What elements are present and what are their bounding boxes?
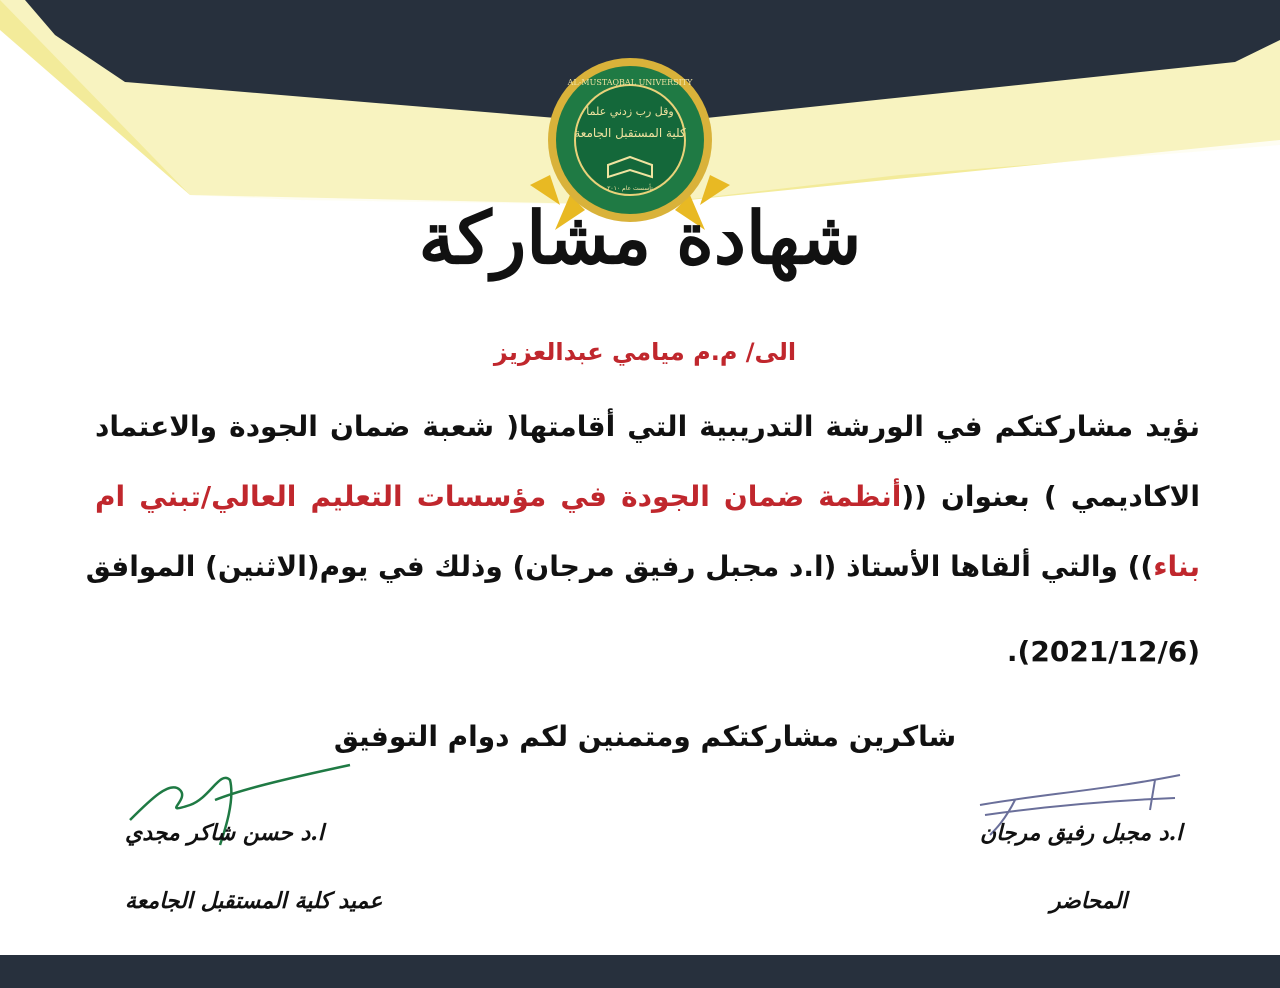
svg-text:AL-MUSTAQBAL UNIVERSITY: AL-MUSTAQBAL UNIVERSITY xyxy=(567,78,693,87)
dean-title: عميد كلية المستقبل الجامعة xyxy=(125,888,383,914)
body-line-1: نؤيد مشاركتكم في الورشة التدريبية التي أقامتها( شعبة ضمان الجودة والاعتماد xyxy=(95,410,1200,443)
svg-text:كلية المستقبل الجامعة: كلية المستقبل الجامعة xyxy=(574,126,686,140)
date-line: (2021/12/6). xyxy=(1006,635,1200,668)
workshop-title: أنظمة ضمان الجودة في مؤسسات التعليم العالي/تبني ام xyxy=(95,480,902,513)
body-text: الاكاديمي ) بعنوان (( xyxy=(901,480,1200,513)
body-text: )) والتي ألقاها الأستاذ (ا.د مجبل رفيق مرجان) وذلك في يوم(الاثنين) الموافق xyxy=(85,550,1154,583)
workshop-title-end: بناء xyxy=(1153,550,1200,583)
certificate-title: شهادة مشاركة xyxy=(418,195,862,280)
lecturer-name: ا.د مجبل رفيق مرجان xyxy=(980,820,1183,846)
svg-text:تأسست عام ٢٠١٠: تأسست عام ٢٠١٠ xyxy=(607,185,653,192)
recipient-name: الى/ م.م ميامي عبدالعزيز xyxy=(493,338,797,366)
body-line-3 xyxy=(85,550,1200,583)
dean-name: ا.د حسن شاكر مجدي xyxy=(125,820,325,846)
body-line-2 xyxy=(95,480,1200,513)
thanks-line: شاكرين مشاركتكم ومتمنين لكم دوام التوفيق xyxy=(333,720,957,753)
lecturer-title: المحاضر xyxy=(1050,888,1128,914)
svg-text:وقل رب زدني علما: وقل رب زدني علما xyxy=(586,105,674,118)
